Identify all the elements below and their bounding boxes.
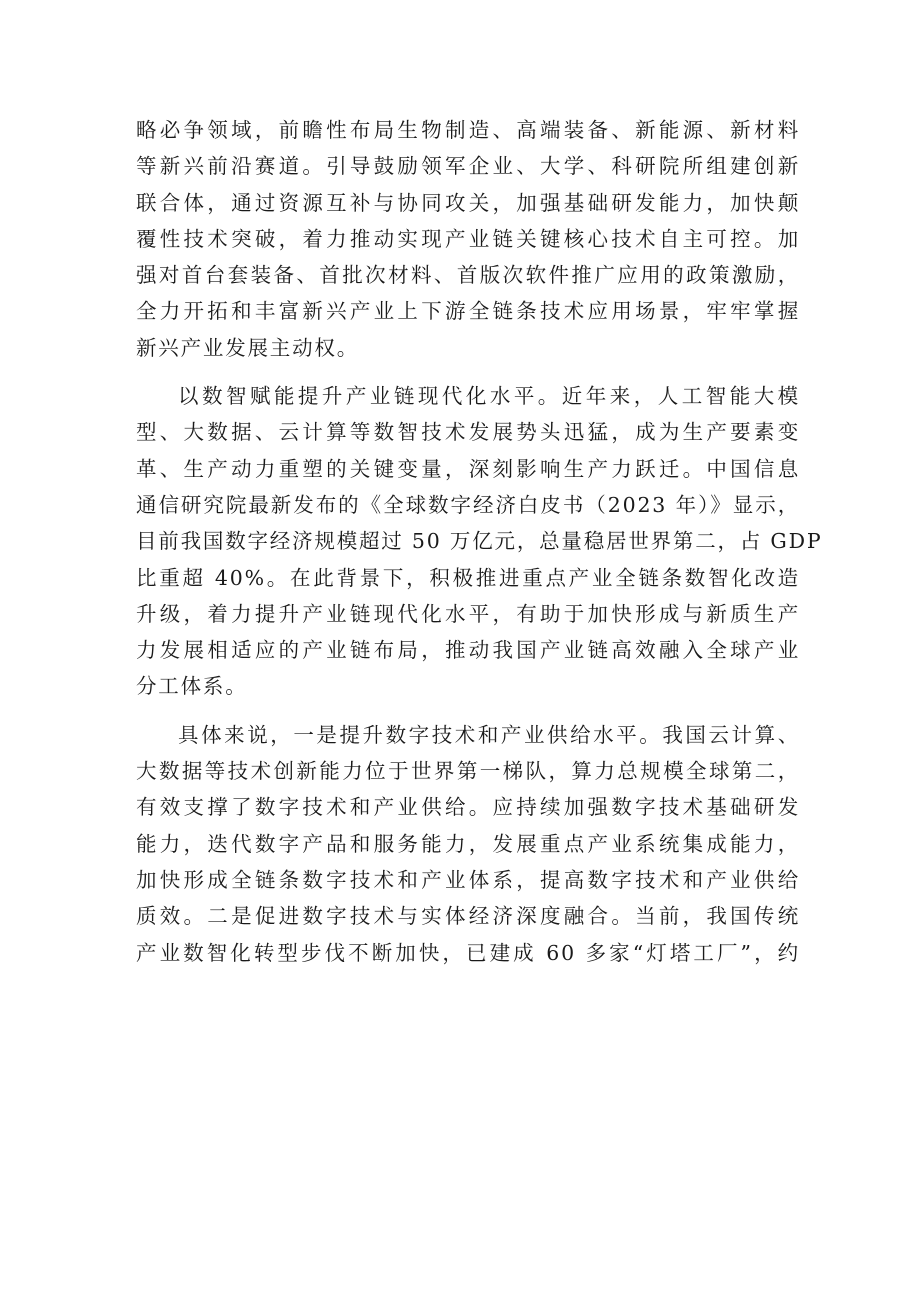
text-line: 产业数智化转型步伐不断加快，已建成 60 多家“灯塔工厂”，约 (136, 940, 800, 965)
text-line: 强对首台套装备、首批次材料、首版次软件推广应用的政策激励， (136, 263, 800, 288)
text-line: 等新兴前沿赛道。引导鼓励领军企业、大学、科研院所组建创新 (136, 154, 800, 179)
text-line: 新兴产业发展主动权。 (136, 335, 359, 360)
text-line: 通信研究院最新发布的《全球数字经济白皮书（2023 年）》显示， (136, 492, 800, 517)
paragraph-1 (136, 112, 800, 366)
text-line: 有效支撑了数字技术和产业供给。应持续加强数字技术基础研发 (136, 795, 800, 820)
paragraph-2 (136, 378, 823, 705)
text-line: 升级，着力提升产业链现代化水平，有助于加快形成与新质生产 (136, 601, 800, 626)
text-line: 大数据等技术创新能力位于世界第一梯队，算力总规模全球第二， (136, 759, 800, 784)
text-line: 革、生产动力重塑的关键变量，深刻影响生产力跃迁。中国信息 (136, 456, 800, 481)
text-line: 目前我国数字经济规模超过 50 万亿元，总量稳居世界第二，占 GDP (136, 529, 823, 554)
text-line: 联合体，通过资源互补与协同攻关，加强基础研发能力，加快颠 (136, 190, 800, 215)
paragraph-gap (136, 705, 800, 717)
text-line: 分工体系。 (136, 674, 248, 699)
text-line: 全力开拓和丰富新兴产业上下游全链条技术应用场景，牢牢掌握 (136, 299, 800, 324)
text-line: 以数智赋能提升产业链现代化水平。近年来，人工智能大模 (178, 384, 800, 409)
text-line: 能力，迭代数字产品和服务能力，发展重点产业系统集成能力， (136, 831, 800, 856)
text-line: 加快形成全链条数字技术和产业体系，提高数字技术和产业供给 (136, 867, 800, 892)
text-line: 型、大数据、云计算等数智技术发展势头迅猛，成为生产要素变 (136, 420, 800, 445)
text-line: 覆性技术突破，着力推动实现产业链关键核心技术自主可控。加 (136, 226, 800, 251)
text-line: 比重超 40%。在此背景下，积极推进重点产业全链条数智化改造 (136, 565, 800, 590)
paragraph-gap (136, 366, 800, 378)
text-line: 略必争领域，前瞻性布局生物制造、高端装备、新能源、新材料 (136, 118, 800, 142)
text-line: 力发展相适应的产业链布局，推动我国产业链高效融入全球产业 (136, 638, 800, 663)
text-line: 具体来说，一是提升数字技术和产业供给水平。我国云计算、 (178, 722, 800, 747)
paragraph-3 (136, 717, 800, 971)
document-body (136, 112, 823, 971)
text-line: 质效。二是促进数字技术与实体经济深度融合。当前，我国传统 (136, 904, 800, 929)
